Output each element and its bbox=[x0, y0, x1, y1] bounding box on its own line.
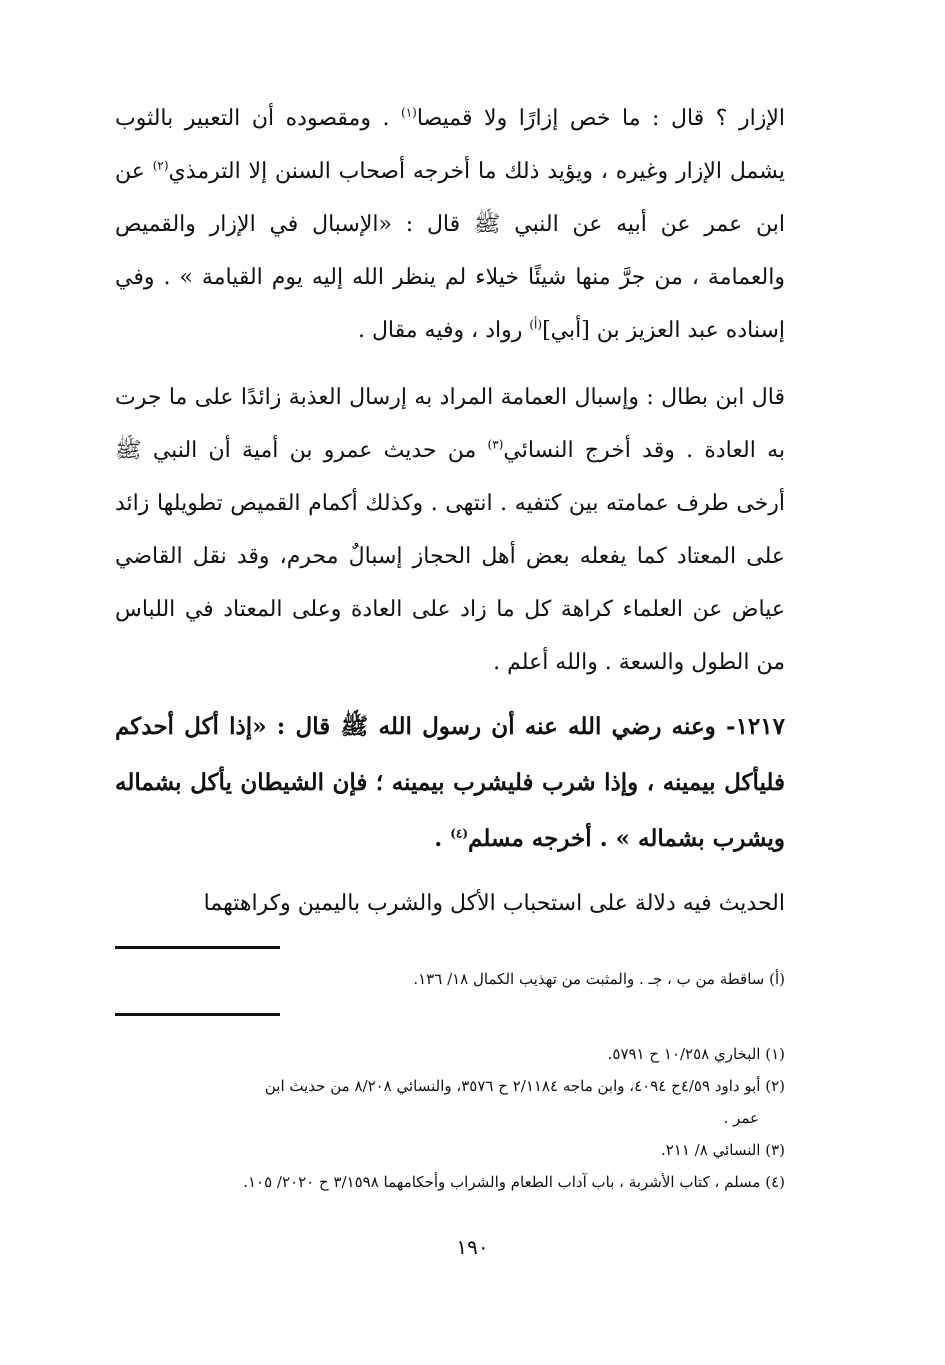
footnote-ref-a: (أ) bbox=[529, 317, 543, 332]
footnote-2-line-2: عمر . bbox=[723, 1109, 759, 1127]
paragraph-1-text-b: . ومقصوده أن التعبير بالثوب يشمل الإزار وغيره ، ويؤيد ذلك ما أخرجه أصحاب السنن إلا الترمذي bbox=[115, 106, 786, 184]
footnote-3: (٣) النسائي ٨/ ٢١١. bbox=[660, 1141, 785, 1159]
footnote-4: (٤) مسلم ، كتاب الأشربة ، باب آداب الطعام والشراب وأحكامهما ٣/١٥٩٨ ح ٢٠٢٠/ ١٠٥. bbox=[243, 1173, 785, 1191]
hadith-text-a: ١٢١٧- وعنه رضي الله عنه أن رسول الله ﷺ قال : «إذا أكل أحدكم فليأكل بيمينه ، وإذا شرب فليشرب بيمينه ؛ فإن الشيطان يأكل بشماله ويشرب بشماله » . أخرجه مسلم bbox=[115, 713, 785, 852]
footnote-divider-letters bbox=[115, 946, 280, 949]
hadith-1217 bbox=[115, 699, 785, 867]
commentary-line bbox=[115, 877, 785, 930]
paragraph-1-text-d: رواد ، وفيه مقال . bbox=[357, 318, 530, 343]
footnote-ref-4: (٤) bbox=[450, 826, 469, 841]
paragraph-1-text-a: الإزار ؟ قال : ما خص إزارًا ولا قميصا bbox=[416, 106, 785, 131]
footnote-1: (١) البخاري ١٠/٢٥٨ ح ٥٧٩١. bbox=[607, 1045, 785, 1063]
paragraph-1 bbox=[115, 92, 785, 357]
footnote-ref-3: (٣) bbox=[487, 437, 504, 452]
page-body bbox=[115, 92, 785, 1198]
hadith-text-b: . bbox=[434, 825, 451, 852]
paragraph-1-text-c: عن ابن عمر عن أبيه عن النبي ﷺ قال : «الإسبال في الإزار والقميص والعمامة ، من جرَّ منها شيئًا خيلاء لم ينظر الله إليه يوم القيامة » . وفي إسناده عبد العزيز بن [أبي] bbox=[115, 159, 785, 343]
footnote-ref-1: (١) bbox=[401, 105, 417, 120]
footnotes-numbered bbox=[115, 1038, 785, 1198]
footnote-ref-2: (٢) bbox=[152, 158, 169, 173]
footnote-2-line-1: (٢) أبو داود ٤/٥٩ح ٤٠٩٤، وابن ماجه ٢/١١٨٤ ح ٣٥٧٦، والنسائي ٨/٢٠٨ من حديث ابن bbox=[264, 1077, 785, 1095]
commentary-text: الحديث فيه دلالة على استحباب الأكل والشرب باليمين وكراهتهما bbox=[203, 891, 785, 916]
paragraph-2-text-a: قال ابن بطال : وإسبال العمامة المراد به إرسال العذبة زائدًا على ما جرت به العادة . وقد أخرج النسائي bbox=[115, 385, 785, 463]
footnote-letter-a: (أ) ساقطة من ب ، جـ . والمثبت من تهذيب الكمال ١٨/ ١٣٦. bbox=[413, 970, 785, 988]
footnote-divider-numbers bbox=[115, 1013, 280, 1016]
paragraph-2 bbox=[115, 371, 785, 689]
page-number: ١٩٠ bbox=[456, 1235, 489, 1259]
paragraph-2-text-b: من حديث عمرو بن أمية أن النبي ﷺ أرخى طرف عمامته بين كتفيه . انتهى . وكذلك أكمام القميص تطويلها زائد على المعتاد كما يفعله بعض أهل الحجاز إسبالٌ محرم، وقد نقل القاضي عياض عن العلماء كراهة كل ما زاد على العادة وعلى المعتاد في اللباس من الطول والسعة . والله أعلم . bbox=[115, 438, 785, 675]
